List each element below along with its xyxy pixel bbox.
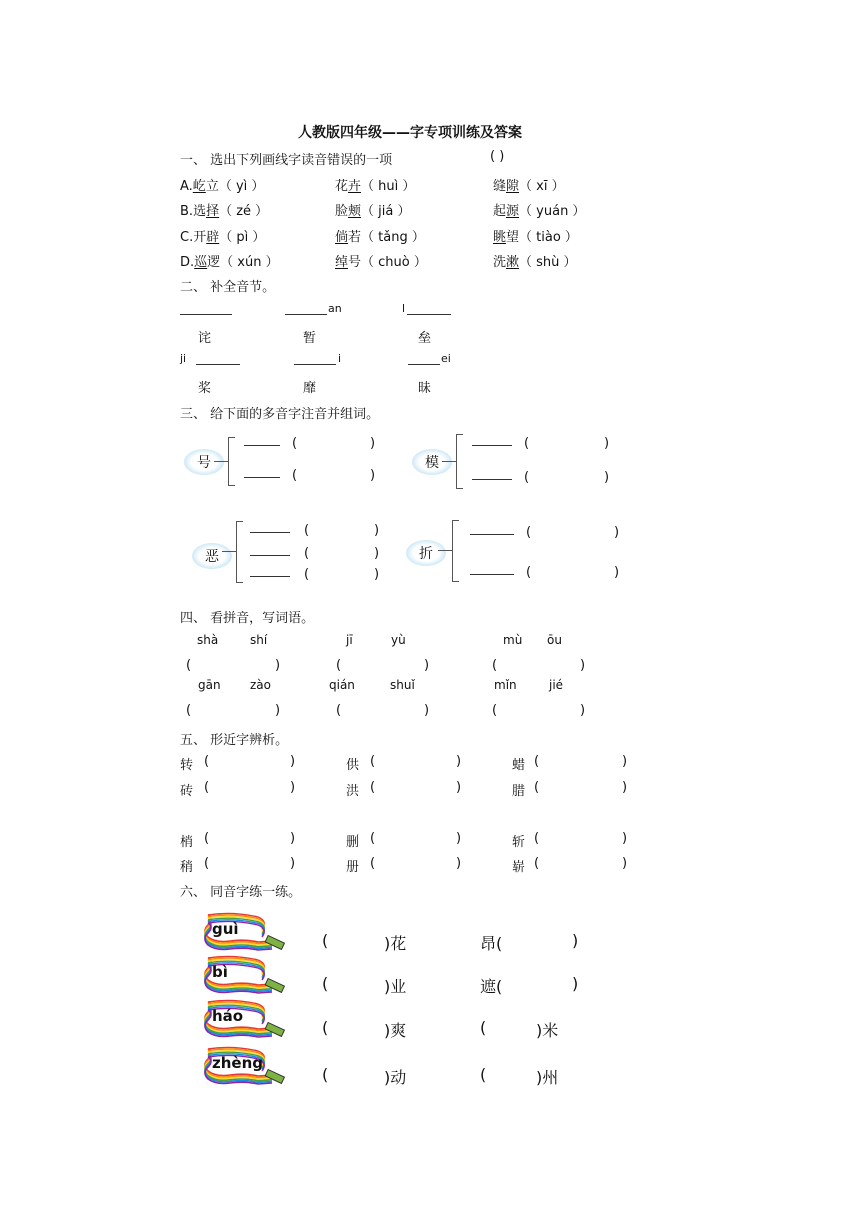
pinyin: mǐn	[494, 678, 517, 692]
paren-open: (	[186, 658, 192, 673]
similar-char: 删	[346, 835, 360, 850]
option-item: 起源（ yuán ）	[493, 204, 586, 219]
pinyin-label: bì	[212, 963, 228, 981]
paren-open: (	[526, 565, 532, 580]
homophone-word: )	[572, 931, 579, 950]
homophone-word: 昂(	[480, 934, 503, 953]
paren-close: )	[604, 436, 610, 451]
section-1-heading: 一、 选出下列画线字读音错误的一项	[180, 153, 393, 168]
paren-open: (	[204, 754, 210, 769]
bracket	[236, 521, 243, 583]
paren-open: (	[370, 754, 376, 769]
option-item: C.开辟（ pì ）	[180, 230, 266, 245]
paren-close: )	[614, 565, 620, 580]
option-item: 眺望（ tiào ）	[493, 230, 578, 245]
similar-char: 斩	[512, 835, 526, 850]
paren-close: )	[622, 856, 628, 871]
pinyin: gān	[198, 678, 221, 692]
option-item: B.选择（ zé ）	[180, 204, 269, 219]
paren-open: (	[336, 703, 342, 718]
underlined-char: 屹	[192, 179, 206, 194]
char: 诧	[198, 331, 212, 346]
pinyin: mù	[503, 633, 523, 647]
similar-char: 册	[346, 860, 360, 875]
pinyin-blank	[470, 574, 514, 575]
paren-close: )	[374, 567, 380, 582]
polyphone-char-badge: 折	[406, 540, 446, 566]
paren-close: )	[424, 703, 430, 718]
paren-close: )	[456, 780, 462, 795]
paren-close: )	[290, 831, 296, 846]
paren-open: (	[524, 436, 530, 451]
polyphone-char-badge: 恶	[192, 543, 232, 569]
pinyin-blank	[472, 445, 512, 446]
pinyin-label: háo	[212, 1007, 244, 1025]
homophone-word: )米	[536, 1021, 559, 1040]
pinyin-fragment: ei	[441, 352, 451, 365]
polyphone-char-badge: 模	[412, 449, 452, 475]
blank-line	[294, 364, 336, 365]
paren-close: )	[622, 780, 628, 795]
pinyin-blank	[472, 479, 512, 480]
pinyin: yù	[391, 633, 406, 647]
pinyin-blank	[470, 534, 514, 535]
blank-line	[407, 314, 451, 315]
homophone-word: (	[480, 1018, 487, 1037]
option-item: D.巡逻（ xún ）	[180, 255, 279, 270]
bracket-tick	[222, 551, 236, 552]
char: 昧	[418, 381, 432, 396]
paren-open: (	[204, 780, 210, 795]
paren-close: )	[370, 468, 376, 483]
underlined-char: 眺	[493, 230, 507, 245]
option-item: 倘若（ tǎng ）	[335, 230, 425, 245]
paren-open: (	[526, 525, 532, 540]
similar-char: 腊	[512, 784, 526, 799]
underlined-char: 漱	[506, 255, 520, 270]
paren-open: (	[322, 974, 329, 993]
pinyin-blank	[244, 477, 280, 478]
char: 桨	[198, 381, 212, 396]
paren-close: )	[424, 658, 430, 673]
paren-close: )	[290, 856, 296, 871]
option-item: 洗漱（ shù ）	[493, 255, 577, 270]
underlined-char: 颊	[348, 204, 362, 219]
blank-line	[180, 314, 232, 315]
paren-open: (	[370, 831, 376, 846]
pinyin: shà	[197, 633, 219, 647]
blank-line	[285, 314, 327, 315]
pinyin-blank	[250, 532, 290, 533]
paren-open: (	[336, 658, 342, 673]
section-4-heading: 四、 看拼音，写词语。	[180, 611, 315, 626]
homophone-word: 遮(	[480, 977, 503, 996]
option-item: 绰号（ chuò ）	[335, 255, 427, 270]
paren-close: )	[374, 523, 380, 538]
polyphone-char-badge: 号	[184, 449, 224, 475]
paren-close: )	[604, 470, 610, 485]
paren-close: )	[275, 703, 281, 718]
section-3-heading: 三、 给下面的多音字注音并组词。	[180, 407, 380, 422]
homophone-word: )动	[384, 1068, 407, 1087]
paren-open: (	[370, 780, 376, 795]
underlined-char: 源	[506, 204, 520, 219]
paren-open: (	[186, 703, 192, 718]
bracket-tick	[442, 461, 456, 462]
underlined-char: 隙	[506, 179, 520, 194]
section-6-heading: 六、 同音字练一练。	[180, 885, 302, 900]
pinyin-blank	[244, 445, 280, 446]
homophone-word: )州	[536, 1068, 559, 1087]
pinyin-fragment: i	[338, 352, 342, 365]
homophone-word: )	[572, 974, 579, 993]
blank-line	[196, 364, 240, 365]
pinyin: jié	[549, 678, 564, 692]
paren-close: )	[622, 754, 628, 769]
paren-open: (	[534, 856, 540, 871]
similar-char: 蜡	[512, 758, 526, 773]
homophone-word: )花	[384, 934, 407, 953]
underlined-char: 卉	[348, 179, 362, 194]
blank-line	[408, 364, 440, 365]
paren-close: )	[456, 754, 462, 769]
paren-open: (	[304, 523, 310, 538]
pinyin-label: zhèng	[212, 1054, 263, 1072]
similar-char: 砖	[180, 784, 194, 799]
paren-open: (	[204, 856, 210, 871]
bracket	[228, 437, 235, 486]
paren-open: (	[322, 1065, 329, 1084]
underlined-char: 绰	[335, 255, 349, 270]
pinyin: shí	[250, 633, 268, 647]
similar-char: 稍	[180, 860, 194, 875]
bracket-tick	[438, 550, 452, 551]
pinyin-blank	[250, 576, 290, 577]
page-title: 人教版四年级——字专项训练及答案	[298, 125, 522, 141]
paren-open: (	[204, 831, 210, 846]
pinyin: zào	[250, 678, 271, 692]
paren-open: (	[370, 856, 376, 871]
paren-open: (	[304, 546, 310, 561]
bracket-tick	[214, 461, 228, 462]
paren-open: (	[534, 754, 540, 769]
homophone-word: (	[480, 1065, 487, 1084]
paren-open: (	[322, 931, 329, 950]
char: 暂	[303, 331, 317, 346]
section-5-heading: 五、 形近字辨析。	[180, 733, 289, 748]
answer-paren: ( )	[490, 149, 505, 164]
paren-open: (	[534, 780, 540, 795]
paren-open: (	[534, 831, 540, 846]
paren-close: )	[580, 703, 586, 718]
pinyin-fragment: l	[402, 302, 406, 315]
paren-open: (	[524, 470, 530, 485]
underlined-char: 辟	[206, 230, 220, 245]
char: 垒	[418, 331, 432, 346]
pinyin: jī	[346, 633, 353, 647]
paren-close: )	[614, 525, 620, 540]
paren-close: )	[622, 831, 628, 846]
similar-char: 崭	[512, 860, 526, 875]
pinyin-blank	[250, 555, 290, 556]
pinyin-fragment: an	[328, 302, 342, 315]
paren-close: )	[290, 780, 296, 795]
char: 靡	[303, 381, 317, 396]
bracket	[452, 520, 459, 582]
paren-close: )	[374, 546, 380, 561]
pinyin: qián	[329, 678, 355, 692]
paren-close: )	[580, 658, 586, 673]
paren-close: )	[290, 754, 296, 769]
paren-open: (	[304, 567, 310, 582]
option-item: 脸颊（ jiá ）	[335, 204, 411, 219]
pinyin: ōu	[547, 633, 562, 647]
bracket	[456, 434, 463, 489]
similar-char: 供	[346, 758, 360, 773]
similar-char: 洪	[346, 784, 360, 799]
paren-close: )	[275, 658, 281, 673]
paren-close: )	[456, 831, 462, 846]
pinyin-label: guì	[212, 920, 239, 938]
paren-open: (	[492, 658, 498, 673]
section-2-heading: 二、 补全音节。	[180, 280, 276, 295]
option-item: A.屹立（ yì ）	[180, 179, 265, 194]
pinyin: shuǐ	[390, 678, 415, 692]
option-item: 缝隙（ xī ）	[493, 179, 565, 194]
pinyin-fragment: ji	[180, 352, 187, 365]
option-item: 花卉（ huì ）	[335, 179, 416, 194]
paren-open: (	[322, 1018, 329, 1037]
underlined-char: 择	[206, 204, 220, 219]
homophone-word: )业	[384, 977, 407, 996]
paren-open: (	[292, 436, 298, 451]
underlined-char: 巡	[194, 255, 208, 270]
underlined-char: 倘	[335, 230, 349, 245]
homophone-word: )爽	[384, 1021, 407, 1040]
paren-close: )	[370, 436, 376, 451]
paren-close: )	[456, 856, 462, 871]
paren-open: (	[492, 703, 498, 718]
paren-open: (	[292, 468, 298, 483]
similar-char: 转	[180, 758, 194, 773]
similar-char: 梢	[180, 835, 194, 850]
